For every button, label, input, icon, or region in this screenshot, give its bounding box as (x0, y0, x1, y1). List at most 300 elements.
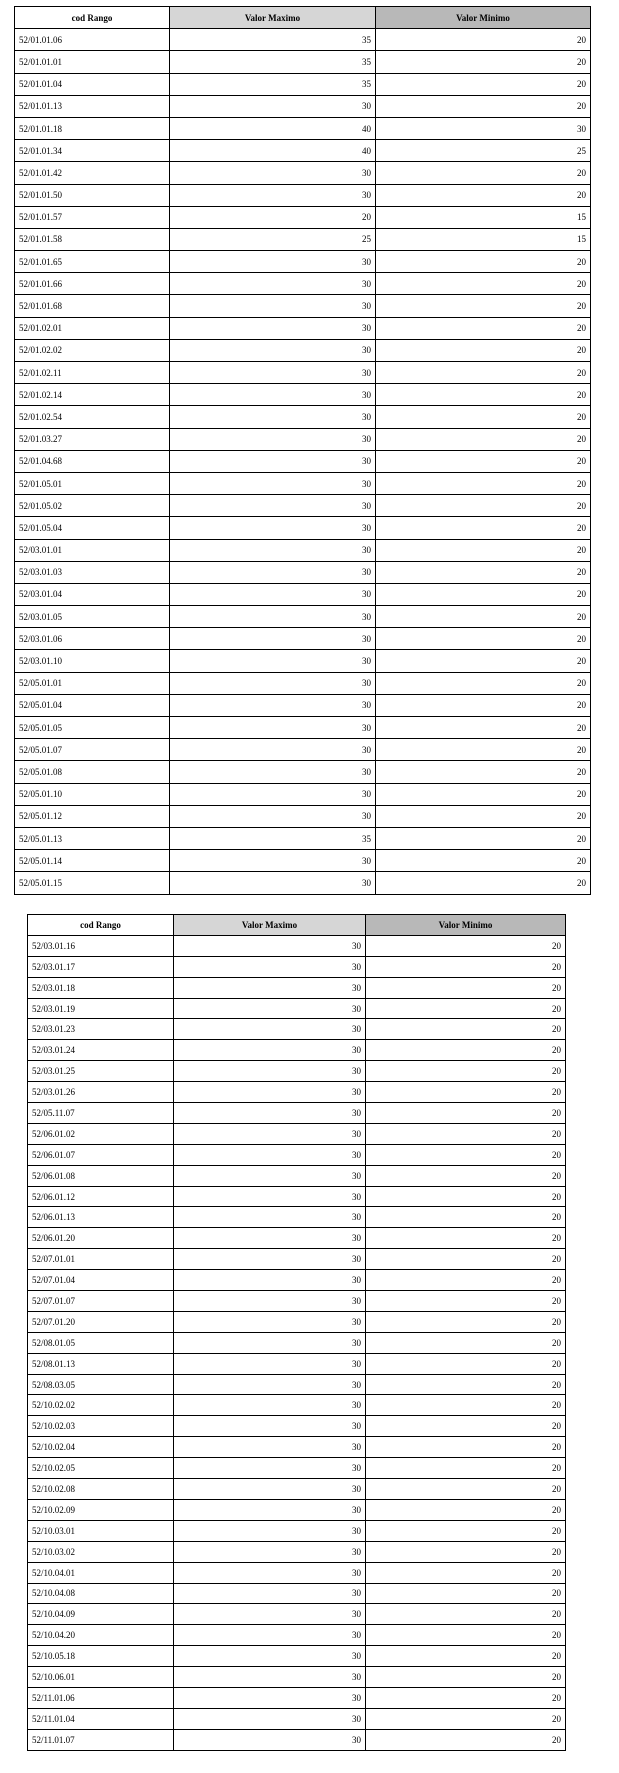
cell-cod-rango: 52/03.01.03 (15, 561, 170, 583)
table-row (28, 1604, 566, 1625)
cell-valor-maximo: 30 (170, 739, 376, 761)
cell-valor-minimo: 20 (366, 1667, 566, 1688)
cell-cod-rango: 52/05.01.07 (15, 739, 170, 761)
cell-valor-maximo: 30 (174, 1708, 366, 1729)
table-body (15, 29, 591, 894)
cell-valor-minimo: 20 (376, 162, 591, 184)
cell-valor-minimo: 20 (376, 51, 591, 73)
cell-cod-rango: 52/03.01.24 (28, 1040, 174, 1061)
table-row (28, 1479, 566, 1500)
cell-cod-rango: 52/01.01.04 (15, 73, 170, 95)
cell-valor-minimo: 20 (366, 1103, 566, 1124)
cell-cod-rango: 52/06.01.20 (28, 1228, 174, 1249)
cell-valor-minimo: 20 (366, 1562, 566, 1583)
cell-valor-maximo: 30 (170, 384, 376, 406)
table-row (28, 1541, 566, 1562)
table-row (15, 783, 591, 805)
header-row (15, 7, 591, 29)
cell-valor-minimo: 15 (376, 228, 591, 250)
cell-valor-minimo: 20 (376, 650, 591, 672)
cell-cod-rango: 52/03.01.04 (15, 583, 170, 605)
cell-cod-rango: 52/08.01.13 (28, 1353, 174, 1374)
table-row (28, 1562, 566, 1583)
cell-cod-rango: 52/10.06.01 (28, 1667, 174, 1688)
cell-valor-maximo: 30 (174, 1291, 366, 1312)
cell-cod-rango: 52/10.02.02 (28, 1395, 174, 1416)
table-row (15, 717, 591, 739)
cell-valor-minimo: 25 (376, 140, 591, 162)
cell-valor-minimo: 20 (376, 251, 591, 273)
table-row (28, 1332, 566, 1353)
cell-valor-minimo: 20 (376, 273, 591, 295)
table-row (28, 1353, 566, 1374)
cell-valor-maximo: 30 (170, 339, 376, 361)
cell-cod-rango: 52/03.01.19 (28, 998, 174, 1019)
table-row (15, 672, 591, 694)
cell-cod-rango: 52/06.01.07 (28, 1144, 174, 1165)
cell-valor-minimo: 20 (376, 694, 591, 716)
table-row (15, 517, 591, 539)
cell-valor-maximo: 30 (174, 1103, 366, 1124)
cell-valor-minimo: 20 (366, 1249, 566, 1270)
cell-valor-minimo: 20 (376, 606, 591, 628)
cell-valor-maximo: 30 (170, 95, 376, 117)
cell-valor-maximo: 30 (170, 805, 376, 827)
cell-cod-rango: 52/01.01.01 (15, 51, 170, 73)
table-body (28, 935, 566, 1750)
cell-valor-maximo: 30 (174, 935, 366, 956)
cell-cod-rango: 52/01.05.01 (15, 472, 170, 494)
cell-cod-rango: 52/11.01.06 (28, 1687, 174, 1708)
cell-cod-rango: 52/01.01.13 (15, 95, 170, 117)
cell-valor-minimo: 20 (376, 850, 591, 872)
cell-cod-rango: 52/03.01.17 (28, 956, 174, 977)
cell-valor-minimo: 20 (366, 1040, 566, 1061)
cell-cod-rango: 52/10.02.08 (28, 1479, 174, 1500)
cell-valor-minimo: 20 (366, 935, 566, 956)
table-row (28, 1583, 566, 1604)
cell-valor-maximo: 30 (170, 362, 376, 384)
cell-cod-rango: 52/01.05.02 (15, 495, 170, 517)
table-row (28, 1437, 566, 1458)
cell-cod-rango: 52/05.11.07 (28, 1103, 174, 1124)
cell-valor-minimo: 20 (366, 1479, 566, 1500)
cell-valor-minimo: 20 (376, 472, 591, 494)
cell-cod-rango: 52/06.01.12 (28, 1186, 174, 1207)
cell-valor-maximo: 35 (170, 827, 376, 849)
cell-valor-maximo: 25 (170, 228, 376, 250)
table-row (15, 583, 591, 605)
cell-valor-minimo: 20 (376, 495, 591, 517)
header-valor-minimo: Valor Minimo (366, 915, 566, 936)
cell-valor-minimo: 20 (366, 977, 566, 998)
cell-valor-minimo: 20 (366, 1061, 566, 1082)
cell-valor-maximo: 30 (174, 1040, 366, 1061)
cell-valor-maximo: 35 (170, 51, 376, 73)
cell-valor-maximo: 30 (174, 956, 366, 977)
table-row (15, 805, 591, 827)
cell-valor-minimo: 20 (366, 1687, 566, 1708)
cell-cod-rango: 52/07.01.20 (28, 1311, 174, 1332)
cell-cod-rango: 52/01.01.18 (15, 117, 170, 139)
cell-cod-rango: 52/01.04.68 (15, 450, 170, 472)
cell-valor-minimo: 20 (376, 872, 591, 894)
cell-valor-maximo: 30 (174, 1583, 366, 1604)
table-row (15, 739, 591, 761)
cell-valor-minimo: 20 (376, 761, 591, 783)
cell-valor-minimo: 20 (366, 1165, 566, 1186)
cell-cod-rango: 52/10.05.18 (28, 1646, 174, 1667)
cell-valor-minimo: 20 (366, 1291, 566, 1312)
cell-valor-maximo: 30 (174, 1061, 366, 1082)
header-valor-maximo: Valor Maximo (170, 7, 376, 29)
cell-valor-maximo: 30 (170, 251, 376, 273)
table-row (15, 872, 591, 894)
table-row (15, 761, 591, 783)
cell-cod-rango: 52/05.01.12 (15, 805, 170, 827)
cell-valor-minimo: 20 (376, 339, 591, 361)
cell-valor-minimo: 20 (376, 672, 591, 694)
table-row (15, 162, 591, 184)
cell-valor-minimo: 20 (376, 561, 591, 583)
table-row (15, 339, 591, 361)
table-row (28, 1040, 566, 1061)
cell-cod-rango: 52/01.05.04 (15, 517, 170, 539)
table-row (15, 362, 591, 384)
table-row (28, 1123, 566, 1144)
cell-cod-rango: 52/11.01.07 (28, 1729, 174, 1750)
cell-valor-minimo: 20 (376, 184, 591, 206)
table-row (28, 1729, 566, 1750)
table-row (28, 1228, 566, 1249)
table-row (28, 1186, 566, 1207)
table-row (15, 606, 591, 628)
cell-cod-rango: 52/05.01.10 (15, 783, 170, 805)
cell-valor-maximo: 30 (174, 1311, 366, 1332)
cell-valor-minimo: 20 (366, 1207, 566, 1228)
cell-valor-maximo: 40 (170, 117, 376, 139)
cell-valor-maximo: 30 (174, 1082, 366, 1103)
cell-valor-minimo: 20 (366, 1270, 566, 1291)
cell-cod-rango: 52/05.01.15 (15, 872, 170, 894)
cell-valor-minimo: 20 (366, 998, 566, 1019)
cell-valor-minimo: 20 (376, 805, 591, 827)
table-row (28, 1082, 566, 1103)
cell-valor-maximo: 30 (170, 850, 376, 872)
cell-cod-rango: 52/01.01.65 (15, 251, 170, 273)
table-row (15, 206, 591, 228)
cell-valor-minimo: 20 (376, 295, 591, 317)
table-row (15, 561, 591, 583)
cell-valor-minimo: 20 (366, 1123, 566, 1144)
cell-valor-minimo: 20 (376, 583, 591, 605)
cell-valor-maximo: 30 (174, 1019, 366, 1040)
cell-valor-maximo: 30 (170, 583, 376, 605)
table-row (15, 317, 591, 339)
cell-valor-maximo: 30 (170, 783, 376, 805)
cell-valor-minimo: 20 (376, 739, 591, 761)
cell-cod-rango: 52/03.01.16 (28, 935, 174, 956)
cell-valor-maximo: 30 (174, 1353, 366, 1374)
table-row (15, 384, 591, 406)
cell-valor-minimo: 20 (376, 628, 591, 650)
cell-valor-minimo: 20 (366, 1729, 566, 1750)
table-row (28, 1374, 566, 1395)
cell-valor-maximo: 30 (174, 1165, 366, 1186)
table-row (28, 1291, 566, 1312)
cell-cod-rango: 52/06.01.13 (28, 1207, 174, 1228)
cell-valor-maximo: 30 (174, 1186, 366, 1207)
cell-cod-rango: 52/01.01.06 (15, 29, 170, 51)
cell-valor-minimo: 20 (366, 1520, 566, 1541)
cell-valor-minimo: 20 (366, 1625, 566, 1646)
table-row (28, 977, 566, 998)
cell-valor-maximo: 30 (170, 450, 376, 472)
table-row (28, 1395, 566, 1416)
cell-valor-maximo: 30 (174, 1625, 366, 1646)
cell-valor-maximo: 30 (174, 1332, 366, 1353)
cell-valor-maximo: 30 (170, 561, 376, 583)
cell-cod-rango: 52/01.01.68 (15, 295, 170, 317)
cell-cod-rango: 52/10.02.09 (28, 1499, 174, 1520)
table-row (28, 1708, 566, 1729)
cell-valor-maximo: 30 (170, 406, 376, 428)
cell-cod-rango: 52/01.01.42 (15, 162, 170, 184)
cell-cod-rango: 52/05.01.08 (15, 761, 170, 783)
cell-cod-rango: 52/05.01.01 (15, 672, 170, 694)
cell-cod-rango: 52/01.01.57 (15, 206, 170, 228)
table-row (28, 1144, 566, 1165)
cell-cod-rango: 52/08.03.05 (28, 1374, 174, 1395)
cell-cod-rango: 52/10.03.02 (28, 1541, 174, 1562)
cell-cod-rango: 52/03.01.26 (28, 1082, 174, 1103)
cell-valor-minimo: 20 (366, 1708, 566, 1729)
cell-valor-minimo: 20 (366, 1499, 566, 1520)
cell-valor-maximo: 30 (174, 1541, 366, 1562)
cell-valor-minimo: 20 (366, 956, 566, 977)
cell-valor-maximo: 20 (170, 206, 376, 228)
table-row (28, 1520, 566, 1541)
cell-cod-rango: 52/01.01.34 (15, 140, 170, 162)
table-row (15, 51, 591, 73)
cell-valor-maximo: 30 (174, 1520, 366, 1541)
cell-valor-minimo: 20 (376, 95, 591, 117)
cell-valor-maximo: 30 (174, 1562, 366, 1583)
table-row (15, 650, 591, 672)
header-row (28, 915, 566, 936)
cell-cod-rango: 52/10.03.01 (28, 1520, 174, 1541)
cell-valor-maximo: 30 (174, 1646, 366, 1667)
table-row (15, 694, 591, 716)
cell-valor-maximo: 35 (170, 73, 376, 95)
cell-valor-maximo: 30 (170, 517, 376, 539)
cell-valor-maximo: 30 (170, 539, 376, 561)
cell-cod-rango: 52/06.01.08 (28, 1165, 174, 1186)
cell-valor-minimo: 20 (366, 1186, 566, 1207)
cell-cod-rango: 52/01.03.27 (15, 428, 170, 450)
cell-valor-maximo: 30 (170, 184, 376, 206)
table-row (28, 956, 566, 977)
cell-valor-minimo: 20 (366, 1541, 566, 1562)
cell-valor-maximo: 30 (174, 1458, 366, 1479)
table-row (28, 1625, 566, 1646)
table-row (15, 95, 591, 117)
header-valor-minimo: Valor Minimo (376, 7, 591, 29)
cell-valor-maximo: 30 (170, 872, 376, 894)
cell-cod-rango: 52/03.01.01 (15, 539, 170, 561)
cell-valor-maximo: 30 (174, 1374, 366, 1395)
cell-cod-rango: 52/03.01.23 (28, 1019, 174, 1040)
header-valor-maximo: Valor Maximo (174, 915, 366, 936)
cell-valor-maximo: 30 (174, 1479, 366, 1500)
table-row (28, 1667, 566, 1688)
cell-valor-minimo: 20 (366, 1019, 566, 1040)
cell-valor-minimo: 20 (366, 1332, 566, 1353)
cell-valor-minimo: 20 (366, 1437, 566, 1458)
cell-valor-maximo: 30 (174, 1395, 366, 1416)
cell-cod-rango: 52/01.02.54 (15, 406, 170, 428)
cell-valor-maximo: 30 (174, 1144, 366, 1165)
cell-valor-maximo: 30 (170, 472, 376, 494)
cell-valor-maximo: 30 (170, 650, 376, 672)
cell-valor-maximo: 30 (174, 1604, 366, 1625)
cell-valor-maximo: 30 (170, 761, 376, 783)
cell-cod-rango: 52/11.01.04 (28, 1708, 174, 1729)
cell-cod-rango: 52/03.01.25 (28, 1061, 174, 1082)
table-row (15, 428, 591, 450)
cell-valor-minimo: 20 (376, 384, 591, 406)
cell-valor-minimo: 20 (376, 517, 591, 539)
cell-valor-minimo: 20 (366, 1144, 566, 1165)
table-row (28, 1646, 566, 1667)
table-row (28, 1458, 566, 1479)
cell-cod-rango: 52/05.01.05 (15, 717, 170, 739)
cell-valor-maximo: 30 (174, 1123, 366, 1144)
cell-cod-rango: 52/01.01.66 (15, 273, 170, 295)
table-row (28, 1103, 566, 1124)
cell-valor-minimo: 15 (376, 206, 591, 228)
table-row (15, 827, 591, 849)
cell-valor-maximo: 30 (170, 428, 376, 450)
table-row (28, 1061, 566, 1082)
table-row (15, 117, 591, 139)
cell-valor-minimo: 20 (376, 317, 591, 339)
cell-valor-minimo: 20 (366, 1458, 566, 1479)
table-row (15, 140, 591, 162)
cell-valor-maximo: 30 (174, 1499, 366, 1520)
cell-valor-maximo: 40 (170, 140, 376, 162)
cell-cod-rango: 52/07.01.01 (28, 1249, 174, 1270)
cell-valor-minimo: 20 (376, 717, 591, 739)
table-row (28, 1249, 566, 1270)
cell-valor-minimo: 20 (376, 539, 591, 561)
cell-valor-maximo: 30 (170, 694, 376, 716)
cell-cod-rango: 52/01.01.58 (15, 228, 170, 250)
cell-valor-maximo: 35 (170, 29, 376, 51)
cell-cod-rango: 52/01.02.02 (15, 339, 170, 361)
cell-valor-minimo: 20 (376, 450, 591, 472)
cell-valor-minimo: 20 (366, 1353, 566, 1374)
cell-valor-minimo: 20 (366, 1374, 566, 1395)
header-cod-rango: cod Rango (15, 7, 170, 29)
cell-valor-minimo: 20 (376, 783, 591, 805)
header-cod-rango: cod Rango (28, 915, 174, 936)
cell-valor-minimo: 20 (376, 428, 591, 450)
table-row (15, 495, 591, 517)
cell-valor-maximo: 30 (174, 1270, 366, 1291)
cell-valor-maximo: 30 (174, 1207, 366, 1228)
cell-valor-maximo: 30 (174, 1416, 366, 1437)
cell-valor-minimo: 20 (366, 1082, 566, 1103)
cell-cod-rango: 52/10.04.09 (28, 1604, 174, 1625)
cell-valor-minimo: 20 (376, 73, 591, 95)
cell-valor-maximo: 30 (174, 1437, 366, 1458)
cell-valor-minimo: 20 (366, 1395, 566, 1416)
cell-cod-rango: 52/05.01.04 (15, 694, 170, 716)
cell-cod-rango: 52/10.04.20 (28, 1625, 174, 1646)
cell-valor-maximo: 30 (174, 1687, 366, 1708)
cell-cod-rango: 52/10.02.03 (28, 1416, 174, 1437)
range-table-2 (27, 914, 566, 1751)
table-row (15, 29, 591, 51)
table-row (28, 1270, 566, 1291)
cell-valor-minimo: 20 (366, 1228, 566, 1249)
cell-cod-rango: 52/10.04.01 (28, 1562, 174, 1583)
cell-cod-rango: 52/03.01.06 (15, 628, 170, 650)
cell-cod-rango: 52/05.01.14 (15, 850, 170, 872)
cell-valor-maximo: 30 (170, 495, 376, 517)
cell-valor-minimo: 20 (376, 362, 591, 384)
cell-valor-maximo: 30 (174, 977, 366, 998)
cell-valor-maximo: 30 (174, 1228, 366, 1249)
cell-cod-rango: 52/01.01.50 (15, 184, 170, 206)
table-row (15, 295, 591, 317)
cell-valor-maximo: 30 (170, 628, 376, 650)
cell-cod-rango: 52/07.01.07 (28, 1291, 174, 1312)
cell-valor-minimo: 20 (366, 1583, 566, 1604)
cell-valor-maximo: 30 (170, 606, 376, 628)
cell-cod-rango: 52/06.01.02 (28, 1123, 174, 1144)
cell-valor-maximo: 30 (174, 1667, 366, 1688)
cell-valor-maximo: 30 (174, 998, 366, 1019)
table-row (15, 850, 591, 872)
table-row (28, 1311, 566, 1332)
cell-cod-rango: 52/03.01.05 (15, 606, 170, 628)
cell-cod-rango: 52/03.01.18 (28, 977, 174, 998)
table-row (15, 406, 591, 428)
cell-valor-minimo: 20 (366, 1416, 566, 1437)
table-row (15, 628, 591, 650)
cell-cod-rango: 52/03.01.10 (15, 650, 170, 672)
cell-cod-rango: 52/05.01.13 (15, 827, 170, 849)
table-row (28, 998, 566, 1019)
table-row (28, 1019, 566, 1040)
cell-valor-maximo: 30 (174, 1729, 366, 1750)
cell-valor-maximo: 30 (170, 317, 376, 339)
cell-valor-maximo: 30 (170, 273, 376, 295)
cell-valor-maximo: 30 (170, 717, 376, 739)
cell-valor-maximo: 30 (170, 162, 376, 184)
cell-valor-minimo: 30 (376, 117, 591, 139)
table-row (28, 1499, 566, 1520)
cell-valor-minimo: 20 (366, 1646, 566, 1667)
cell-cod-rango: 52/10.02.04 (28, 1437, 174, 1458)
table-row (28, 1687, 566, 1708)
table-row (15, 273, 591, 295)
table-row (15, 184, 591, 206)
table-row (28, 1165, 566, 1186)
cell-cod-rango: 52/10.04.08 (28, 1583, 174, 1604)
